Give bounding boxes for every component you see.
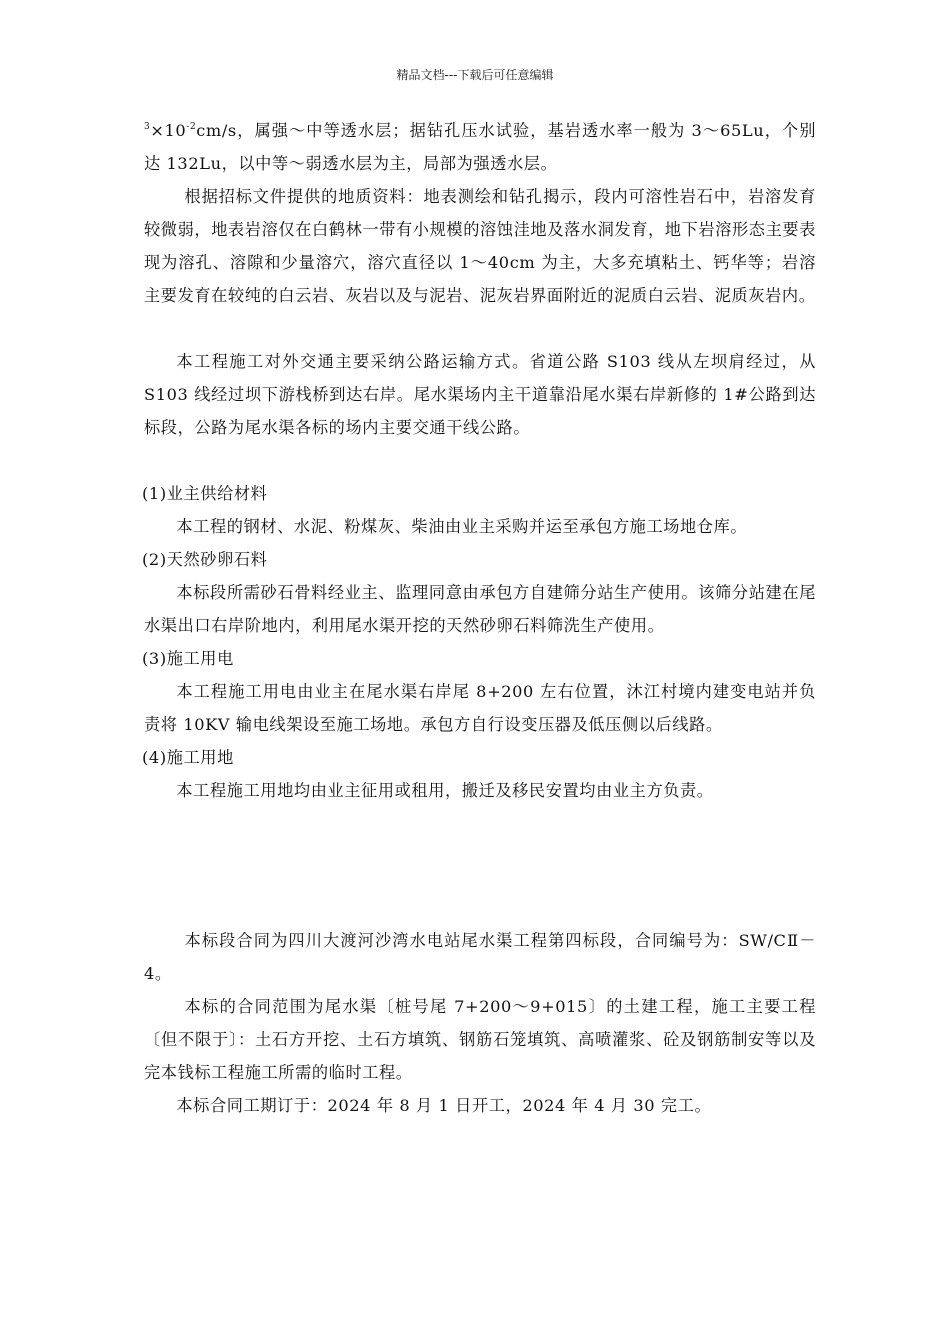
item-body-power: 本工程施工用电由业主在尾水渠右岸尾 8+200 左右位置，沐江村境内建变电站并负责将 10KV 输电线架设至施工场地。承包方自行设变压器及低压侧以后线路。 (144, 682, 816, 734)
superscript-3: 3 (144, 122, 151, 132)
item-body-gravel: 本标段所需砂石骨料经业主、监理同意由承包方自建筛分站生产使用。该筛分站建在尾水渠出口右岸阶地内，利用尾水渠开挖的天然砂卵石料筛洗生产使用。 (144, 583, 816, 635)
paragraph-karst: 根据招标文件提供的地质资料：地表测绘和钻孔揭示，段内可溶性岩石中，岩溶发育较微弱，地表岩溶仅在白鹤林一带有小规模的溶蚀洼地及落水洞发育，地下岩溶形态主要表现为溶孔、溶隙和少量溶穴，溶穴直径以 1～40cm 为主，大多充填粘土、钙华等；岩溶主要发育在较纯的白云岩、灰岩以及与泥岩、泥灰岩界面附近的泥质白云岩、泥质灰岩内。 (144, 187, 816, 305)
item-heading-gravel: (2)天然砂卵石料 (142, 550, 268, 569)
item-body-land: 本工程施工用地均由业主征用或租用，搬迁及移民安置均由业主方负责。 (176, 781, 714, 800)
item-heading-land: (4)施工用地 (142, 748, 234, 767)
item-heading-materials: (1)业主供给材料 (142, 484, 268, 503)
page-header: 精品文档---下载后可任意编辑 (396, 68, 554, 82)
paragraph-contract: 本标段合同为四川大渡河沙湾水电站尾水渠工程第四标段，合同编号为：SW/CⅡ－4。 (144, 931, 816, 983)
paragraph-schedule: 本标合同工期订于：2024 年 8 月 1 日开工，2024 年 4 月 30 完工。 (176, 1096, 712, 1115)
item-body-materials: 本工程的钢材、水泥、粉煤灰、柴油由业主采购并运至承包方施工场地仓库。 (176, 517, 748, 536)
unit-times-ten: ×10 (150, 121, 187, 140)
superscript-exponent: -2 (186, 122, 197, 132)
item-heading-power: (3)施工用电 (142, 649, 234, 668)
paragraph-permeability (144, 114, 816, 180)
document-body (144, 114, 816, 1122)
paragraph-scope: 本标的合同范围为尾水渠〔桩号尾 7+200～9+015〕的土建工程，施工主要工程〔但不限于〕：土石方开挖、土石方填筑、钢筋石笼填筑、高喷灌浆、砼及钢筋制安等以及完本钱标工程施工所需的临时工程。 (144, 997, 816, 1082)
paragraph-transport: 本工程施工对外交通主要采纳公路运输方式。省道公路 S103 线从左坝肩经过，从 S103 线经过坝下游栈桥到达右岸。尾水渠场内主干道靠沿尾水渠右岸新修的 1#公路到达标段，公路为尾水渠各标的场内主要交通干线公路。 (144, 352, 816, 437)
paragraph-permeability-text: cm/s，属强～中等透水层；据钻孔压水试验，基岩透水率一般为 3～65Lu，个别达 132Lu，以中等～弱透水层为主，局部为强透水层。 (144, 121, 816, 173)
